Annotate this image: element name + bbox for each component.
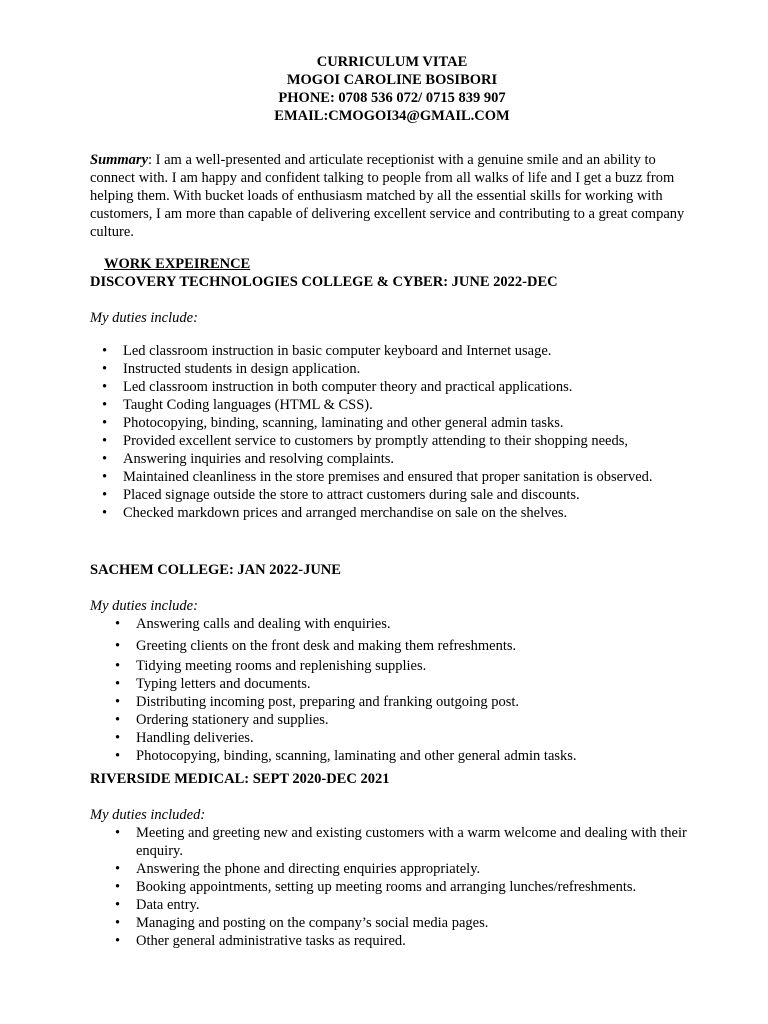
- duties-list: [136, 615, 716, 765]
- list-item: • Managing and posting on the company’s social media pages.: [136, 914, 691, 932]
- email-line: EMAIL:CMOGOI34@GMAIL.COM: [274, 108, 510, 124]
- list-item: • Answering the phone and directing enquiries appropriately.: [136, 860, 691, 878]
- list-item: • Photocopying, binding, scanning, laminating and other general admin tasks.: [123, 414, 723, 432]
- list-item: • Answering calls and dealing with enquiries.: [136, 615, 716, 633]
- list-item: • Meeting and greeting new and existing customers with a warm welcome and dealing with their enquiry.: [136, 824, 691, 860]
- phone-line: PHONE: 0708 536 072/ 0715 839 907: [278, 90, 506, 106]
- list-item: • Distributing incoming post, preparing and franking outgoing post.: [136, 693, 716, 711]
- list-item: • Maintained cleanliness in the store premises and ensured that proper sanitation is observed.: [123, 468, 723, 486]
- duties-label: My duties include:: [90, 310, 198, 326]
- duties-list: [136, 824, 691, 950]
- candidate-name: MOGOI CAROLINE BOSIBORI: [286, 72, 498, 88]
- list-item: • Tidying meeting rooms and replenishing supplies.: [136, 657, 716, 675]
- list-item: • Photocopying, binding, scanning, laminating and other general admin tasks.: [136, 747, 716, 765]
- summary-paragraph: [90, 151, 690, 241]
- list-item: • Checked markdown prices and arranged merchandise on sale on the shelves.: [123, 504, 723, 522]
- summary-text: : I am a well-presented and articulate receptionist with a genuine smile and an ability to connect with. I am happy and confident talking to people from all walks of life and I get a buzz from helping them. With bucket loads of enthusiasm matched by all the essential skills for working with customers, I am more than capable of delivering excellent service and contributing to a great company culture.: [90, 152, 685, 240]
- list-item: • Data entry.: [136, 896, 691, 914]
- list-item: • Taught Coding languages (HTML & CSS).: [123, 396, 723, 414]
- job-title: SACHEM COLLEGE: JAN 2022-JUNE: [90, 562, 341, 578]
- list-item: • Answering inquiries and resolving complaints.: [123, 450, 723, 468]
- list-item: • Handling deliveries.: [136, 729, 716, 747]
- list-item: • Led classroom instruction in both computer theory and practical applications.: [123, 378, 723, 396]
- list-item: • Placed signage outside the store to attract customers during sale and discounts.: [123, 486, 723, 504]
- job-title: RIVERSIDE MEDICAL: SEPT 2020-DEC 2021: [90, 771, 390, 787]
- list-item: • Greeting clients on the front desk and making them refreshments.: [136, 637, 716, 655]
- list-item: • Led classroom instruction in basic computer keyboard and Internet usage.: [123, 342, 723, 360]
- duties-list: [123, 342, 723, 522]
- summary-label: Summary: [90, 152, 149, 168]
- list-item: • Other general administrative tasks as required.: [136, 932, 691, 950]
- work-experience-heading: WORK EXPEIRENCE: [104, 256, 251, 272]
- job-title: DISCOVERY TECHNOLOGIES COLLEGE & CYBER: JUNE 2022-DEC: [90, 274, 558, 290]
- list-item: • Typing letters and documents.: [136, 675, 716, 693]
- list-item: • Instructed students in design application.: [123, 360, 723, 378]
- list-item: • Provided excellent service to customers by promptly attending to their shopping needs,: [123, 432, 723, 450]
- duties-label: My duties included:: [90, 807, 206, 823]
- document-title: CURRICULUM VITAE: [316, 54, 468, 70]
- duties-label: My duties include:: [90, 598, 198, 614]
- list-item: • Booking appointments, setting up meeting rooms and arranging lunches/refreshments.: [136, 878, 691, 896]
- list-item: • Ordering stationery and supplies.: [136, 711, 716, 729]
